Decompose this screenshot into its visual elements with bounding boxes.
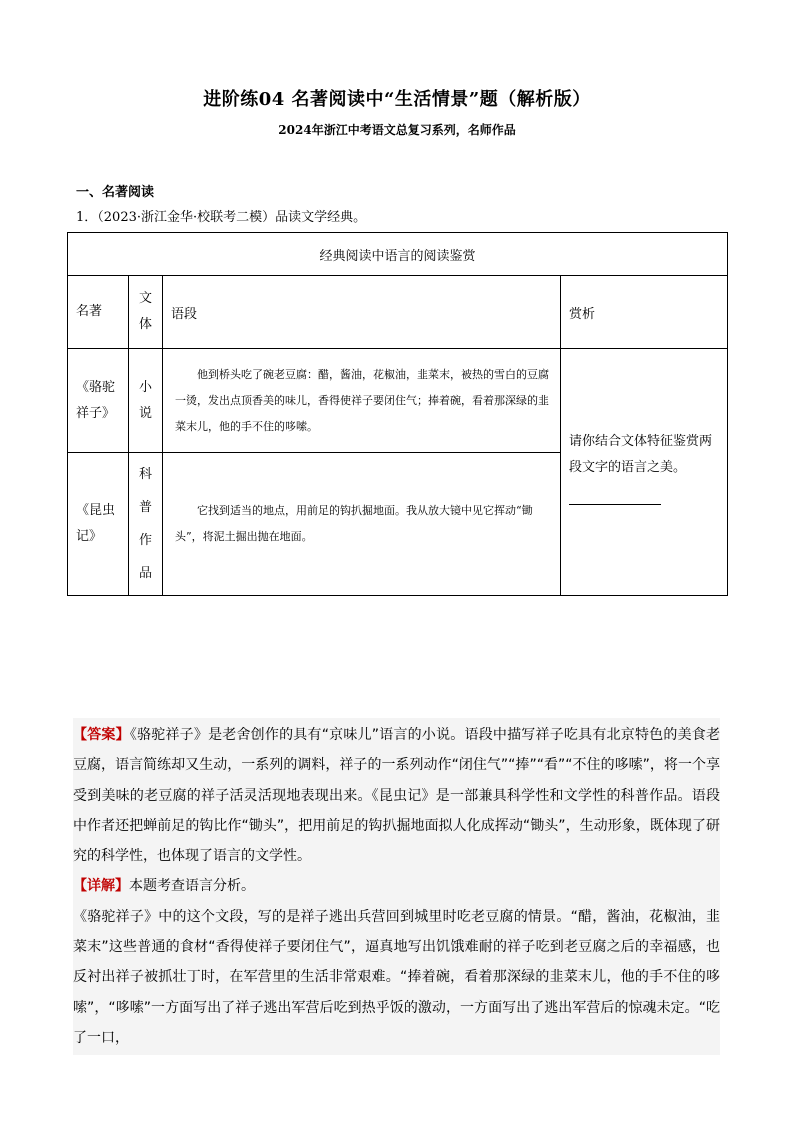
header-genre: 文体: [129, 276, 163, 349]
row2-book-name: 《昆虫记》: [68, 453, 129, 596]
row2-genre: 科普作品: [129, 453, 163, 596]
row1-genre: 小说: [129, 349, 163, 453]
answer-blank: [569, 494, 661, 505]
document-title: 进阶练04 名著阅读中“生活情景”题（解析版）: [203, 89, 591, 110]
detail-analysis-paragraph: 《骆驼祥子》中的这个文段，写的是祥子逃出兵营回到城里时吃老豆腐的情景。“醋，酱油，花椒油，韭菜末”这些普通的食材“香得使祥子要闭住气”，逼真地写出饥饿难耐的祥子吃到老豆腐之后的幸福感，也反衬出祥子被抓壮丁时，在军营里的生活非常艰难。“捧着碗，看着那深绿的韭菜末儿，他的手不住的哆嗦”，“哆嗦”一方面写出了祥子逃出军营后吃到热乎饭的激动，一方面写出了逃出军营后的惊魂未定。“吃了一口，: [73, 908, 720, 1046]
document-subtitle: 2024年浙江中考语文总复习系列，名师作品: [278, 123, 516, 137]
row1-passage: 他到桥头吃了碗老豆腐：醋，酱油，花椒油，韭菜末，被热的雪白的豆腐一烫，发出点顶香美的味儿，香得使祥子要闭住气；捧着碗，看着那深绿的韭菜末儿，他的手不住的哆嗦。: [163, 349, 561, 453]
detail-paragraph: [73, 871, 720, 901]
detail-tag: 【详解】: [73, 878, 129, 895]
header-name: 名著: [68, 276, 129, 349]
row2-passage: 它找到适当的地点，用前足的钩扒掘地面。我从放大镜中见它挥动“锄头”，将泥土掘出抛在地面。: [163, 453, 561, 596]
analysis-prompt: 请你结合文体特征鉴赏两段文字的语言之美。: [569, 434, 713, 475]
question-stem: 1．（2023·浙江金华·校联考二模）品读文学经典。: [76, 210, 367, 225]
answer-text: 《骆驼祥子》是老舍创作的具有“京味儿”语言的小说。语段中描写祥子吃具有北京特色的美食老豆腐，语言简练却又生动，一系列的调料，祥子的一系列动作“闭住气”“捧”“看”“不住的哆嗦”，将一个享受到美味的老豆腐的祥子活灵活现地表现出来。《昆虫记》是一部兼具科学性和文学性的科普作品。语段中作者还把蝉前足的钩比作“锄头”，把用前足的钩扒掘地面拟人化成挥动“锄头”，生动形象，既体现了研究的科学性，也体现了语言的文学性。: [73, 727, 720, 865]
reading-appreciation-table: [67, 232, 728, 596]
row1-book-name: 《骆驼祥子》: [68, 349, 129, 453]
header-passage: 语段: [163, 276, 561, 349]
answer-paragraph: [73, 720, 720, 871]
table-caption: 经典阅读中语言的阅读鉴赏: [68, 233, 728, 276]
analysis-cell: [561, 349, 728, 596]
section-heading: 一、名著阅读: [76, 185, 155, 200]
detail-text: 本题考查语言分析。: [129, 878, 255, 895]
answer-explanation-block: [73, 718, 720, 1055]
answer-tag: 【答案】: [73, 727, 130, 743]
header-analysis: 赏析: [561, 276, 728, 349]
